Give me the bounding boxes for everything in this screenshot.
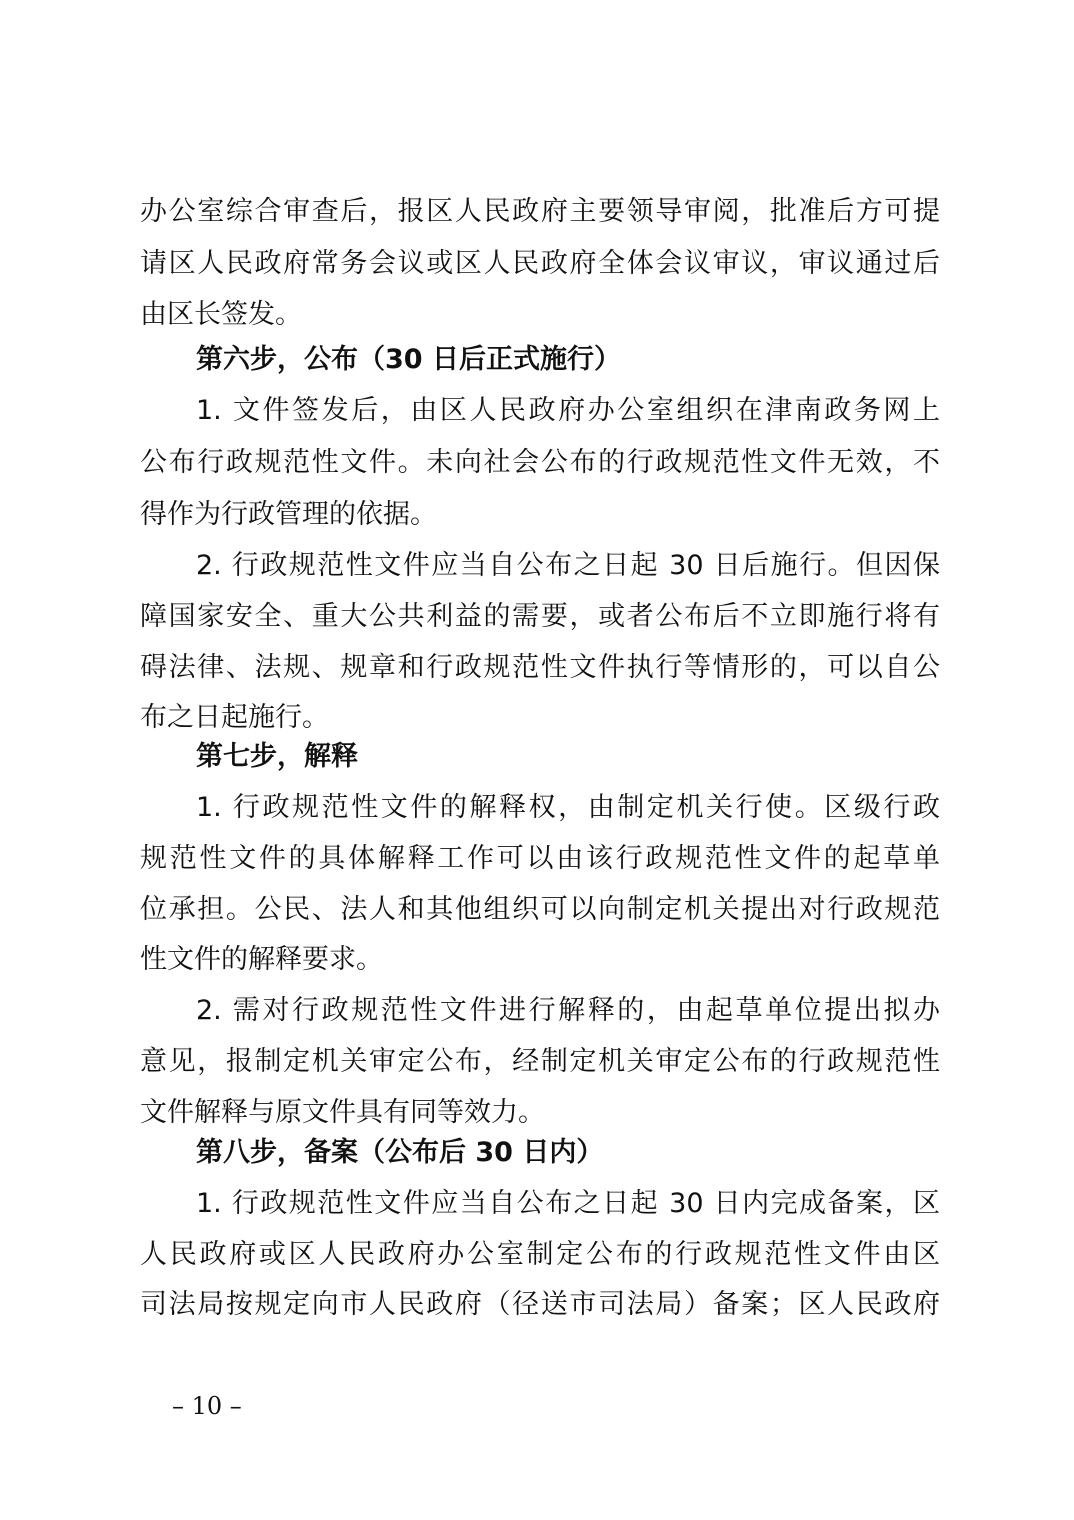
body-text-line: 得作为行政管理的依据。: [140, 499, 437, 530]
body-text-line: 2. 行政规范性文件应当自公布之日起 30 日后施行。但因保: [196, 550, 940, 581]
body-text-line: 碍法律、法规、规章和行政规范性文件执行等情形的，可以自公: [140, 652, 940, 683]
body-text-line: 公布行政规范性文件。未向社会公布的行政规范性文件无效，不: [140, 447, 940, 478]
body-text-line: 1. 行政规范性文件的解释权，由制定机关行使。区级行政: [196, 792, 940, 823]
body-text-line: 司法局按规定向市人民政府（径送市司法局）备案；区人民政府: [140, 1289, 940, 1320]
body-text-line: 障国家安全、重大公共利益的需要，或者公布后不立即施行将有: [140, 601, 940, 632]
body-text-line: 请区人民政府常务会议或区人民政府全体会议审议，审议通过后: [140, 248, 940, 279]
body-text-line: 1. 行政规范性文件应当自公布之日起 30 日内完成备案，区: [196, 1188, 940, 1219]
body-text-line: 办公室综合审查后，报区人民政府主要领导审阅，批准后方可提: [140, 196, 940, 227]
body-text-line: 位承担。公民、法人和其他组织可以向制定机关提出对行政规范: [140, 894, 940, 925]
body-text-line: 1. 文件签发后，由区人民政府办公室组织在津南政务网上: [196, 395, 940, 426]
step-eight-heading: 第八步，备案（公布后 30 日内）: [196, 1137, 604, 1168]
page-number: – 10 –: [172, 1392, 242, 1420]
body-text-line: 由区长签发。: [140, 299, 302, 330]
body-text-line: 文件解释与原文件具有同等效力。: [140, 1097, 545, 1128]
body-text-line: 2. 需对行政规范性文件进行解释的，由起草单位提出拟办: [196, 995, 940, 1026]
body-text-line: 人民政府或区人民政府办公室制定公布的行政规范性文件由区: [140, 1239, 940, 1270]
body-text-line: 规范性文件的具体解释工作可以由该行政规范性文件的起草单: [140, 843, 940, 874]
body-text-line: 布之日起施行。: [140, 702, 329, 733]
step-six-heading: 第六步，公布（30 日后正式施行）: [196, 344, 621, 375]
body-text-line: 性文件的解释要求。: [140, 944, 383, 975]
body-text-line: 意见，报制定机关审定公布，经制定机关审定公布的行政规范性: [140, 1046, 940, 1077]
step-seven-heading: 第七步，解释: [196, 741, 358, 772]
